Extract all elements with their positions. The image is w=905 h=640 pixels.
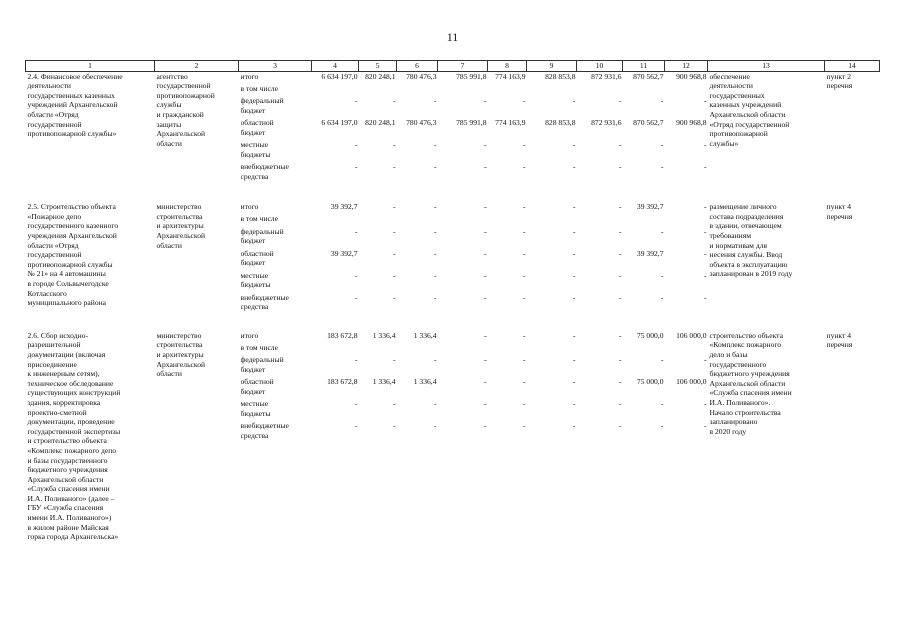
amount-value: - (433, 421, 437, 431)
amount-value: - (354, 162, 358, 172)
amount-value: - (433, 96, 437, 106)
amount-value: 872 931,6 (591, 118, 622, 128)
amount-value: - (572, 377, 576, 387)
amount-value: - (618, 355, 622, 365)
amount-value (440, 343, 487, 355)
row-spacer (26, 542, 880, 558)
column-number: 6 (397, 61, 438, 72)
funding-source-label: федеральный бюджет (240, 96, 284, 115)
funding-source-label: внебюджетные средства (240, 162, 289, 181)
amount-value (667, 214, 707, 226)
amount-column (312, 71, 359, 184)
funding-source-label: областной бюджет (240, 118, 274, 137)
amount-value: 39 392,7 (636, 202, 664, 212)
amount-value: 820 248,1 (365, 71, 396, 81)
amount-value: - (572, 226, 576, 236)
amount-value: - (522, 140, 526, 150)
amount-value: - (483, 202, 487, 212)
amount-column (397, 202, 438, 315)
amount-value: 6 634 197,0 (321, 118, 358, 128)
amount-value: 900 968,8 (676, 118, 707, 128)
funding-source-label: областной бюджет (240, 377, 274, 396)
amount-value: - (483, 377, 487, 387)
amount-value: - (522, 248, 526, 258)
funding-source-label: итого (240, 330, 259, 340)
amount-value: - (660, 162, 664, 172)
amount-value (490, 214, 526, 226)
amount-value: 870 562,7 (633, 71, 664, 81)
amount-value: - (354, 355, 358, 365)
funding-source-label: областной бюджет (240, 248, 274, 268)
amount-value (440, 84, 487, 96)
amount-value: 106 000,0 (676, 377, 707, 387)
list-reference: пункт 4 перечня (826, 330, 853, 350)
amount-value: - (483, 292, 487, 302)
amount-value: 785 991,8 (456, 118, 487, 128)
amount-value: 828 853,8 (545, 71, 576, 81)
amount-value (625, 84, 664, 96)
amount-value: - (618, 202, 622, 212)
table-row (26, 202, 880, 315)
amount-value (529, 343, 576, 355)
amount-value (625, 214, 664, 226)
amount-value: - (618, 399, 622, 409)
amount-value: - (703, 399, 707, 409)
table-row (26, 71, 880, 184)
row-spacer (26, 315, 880, 331)
funding-source-label: внебюджетные средства (240, 421, 289, 440)
amount-value: - (483, 140, 487, 150)
amount-value: 6 634 197,0 (321, 71, 358, 81)
amount-value: - (483, 96, 487, 106)
amount-value: - (392, 421, 396, 431)
amount-value: - (483, 355, 487, 365)
amount-value: - (483, 226, 487, 236)
column-number: 5 (359, 61, 397, 72)
measure-description: 2.5. Строительство объекта «Пожарное депо государственного казенного учреждения Архангельской области «Отряд государственной противопожарной службы № 21» на 4 автомашины в городе Сольвычегодске Котласского муниципального района (27, 202, 119, 308)
amount-value: - (572, 270, 576, 280)
amount-value: 1 336,4 (413, 377, 437, 387)
amount-value: - (392, 202, 396, 212)
amount-value: - (522, 377, 526, 387)
measure-description: 2.4. Финансовое обеспечение деятельности государственных казенных учреждений Архангельской области «Отряд государственной противопожарной службы» (27, 71, 123, 139)
amount-value (490, 343, 526, 355)
funding-source-label: местные бюджеты (240, 399, 271, 418)
amount-value: - (392, 292, 396, 302)
amount-value: 39 392,7 (330, 202, 358, 212)
amount-value: - (483, 421, 487, 431)
amount-value: - (392, 270, 396, 280)
amount-column (665, 331, 708, 542)
amount-value: 39 392,7 (636, 248, 664, 258)
amount-value: - (703, 96, 707, 106)
amount-value (579, 84, 622, 96)
amount-value: - (354, 270, 358, 280)
amount-value: - (354, 399, 358, 409)
list-reference: пункт 4 перечня (826, 202, 853, 221)
amount-value: - (703, 270, 707, 280)
amount-value: - (433, 162, 437, 172)
amount-value: 900 968,8 (676, 71, 707, 81)
amount-value (667, 84, 707, 96)
amount-value: - (354, 292, 358, 302)
amount-value: - (392, 248, 396, 258)
funding-source-column (239, 202, 312, 315)
amount-column (312, 331, 359, 542)
amount-value (399, 343, 437, 355)
amount-value: 183 672,8 (327, 377, 358, 387)
amount-value: 780 476,3 (406, 71, 437, 81)
column-number: 7 (438, 61, 488, 72)
amount-value: - (433, 355, 437, 365)
amount-value: - (392, 399, 396, 409)
amount-value: - (522, 202, 526, 212)
amount-column (488, 71, 527, 184)
amount-value (314, 214, 358, 226)
amount-value: - (703, 421, 707, 431)
column-number: 11 (623, 61, 665, 72)
amount-value (361, 84, 396, 96)
amount-value (490, 84, 526, 96)
amount-value (361, 343, 396, 355)
program-table (25, 60, 880, 558)
amount-value: - (618, 226, 622, 236)
amount-value: 183 672,8 (327, 330, 358, 340)
amount-value: 780 476,3 (406, 118, 437, 128)
amount-column (488, 331, 527, 542)
amount-column (312, 202, 359, 315)
amount-value (667, 343, 707, 355)
amount-column (359, 71, 397, 184)
funding-source-column (239, 331, 312, 542)
amount-value: - (433, 292, 437, 302)
amount-value: - (392, 96, 396, 106)
amount-value: - (433, 248, 437, 258)
amount-value: - (354, 226, 358, 236)
amount-value (440, 214, 487, 226)
amount-column (488, 202, 527, 315)
amount-column (577, 331, 623, 542)
amount-value: - (522, 292, 526, 302)
column-number: 2 (155, 61, 239, 72)
amount-value: - (354, 96, 358, 106)
amount-value: 774 163,9 (495, 71, 526, 81)
amount-value: - (433, 270, 437, 280)
amount-value: - (703, 202, 707, 212)
amount-column (577, 71, 623, 184)
amount-value: 1 336,4 (413, 330, 437, 340)
amount-value: - (618, 140, 622, 150)
column-number: 14 (825, 61, 880, 72)
amount-value: - (572, 355, 576, 365)
responsible-executor: министерство строительства и архитектуры Архангельской области (156, 202, 206, 250)
funding-source-column (239, 71, 312, 184)
measure-description: 2.6. Сбор исходно- разрешительной документации (включая присоединение к инженерным сетям), техническое обследование существующих конструкций здания, корректировка проектно-сметной документации, проведение государственной экспертизы и строительство объекта «Комплекс пожарного депо и базы государственного бюджетного учреждения Архангельской области «Служба спасения имени И.А. Поливаного» (далее – ГБУ «Служба спасения имени И.А. Поливаного») в жилом районе Майская горка города Архангельска» (27, 330, 121, 542)
amount-value: - (572, 162, 576, 172)
amount-value: - (572, 292, 576, 302)
amount-column (527, 331, 577, 542)
amount-column (438, 331, 488, 542)
responsible-executor: министерство строительства и архитектуры Архангельской области (156, 330, 206, 379)
amount-value (314, 84, 358, 96)
page-number: 11 (446, 30, 459, 44)
amount-value: - (660, 140, 664, 150)
expected-result: строительство объекта «Комплекс пожарного дело и базы государственного бюджетного учреждения Архангельской области «Служба спасения имени И.А. Поливаного». Начало строительства запланировано в 2020 году (709, 330, 792, 436)
amount-column (359, 331, 397, 542)
amount-value: - (354, 421, 358, 431)
amount-value: - (618, 270, 622, 280)
amount-column (359, 202, 397, 315)
amount-value: - (522, 355, 526, 365)
amount-value: - (618, 292, 622, 302)
amount-value: - (522, 226, 526, 236)
amount-value: 1 336,4 (372, 330, 396, 340)
amount-value: - (433, 399, 437, 409)
amount-value: - (703, 226, 707, 236)
amount-column (438, 71, 488, 184)
funding-source-label: внебюджетные средства (240, 292, 289, 312)
amount-column (527, 71, 577, 184)
amount-value: 106 000,0 (676, 330, 707, 340)
funding-source-label: итого (240, 202, 259, 212)
amount-column (623, 331, 665, 542)
column-number: 8 (488, 61, 527, 72)
amount-value: 75 000,0 (636, 377, 664, 387)
funding-source-label: федеральный бюджет (240, 355, 284, 374)
amount-column (623, 71, 665, 184)
amount-value: - (660, 270, 664, 280)
column-number-row (26, 61, 880, 72)
amount-value (529, 84, 576, 96)
amount-value: - (483, 162, 487, 172)
amount-value: 828 853,8 (545, 118, 576, 128)
column-number: 12 (665, 61, 708, 72)
amount-value: - (354, 140, 358, 150)
amount-value: - (572, 248, 576, 258)
amount-value (314, 343, 358, 355)
amount-column (577, 202, 623, 315)
column-number: 9 (527, 61, 577, 72)
expected-result: обеспечение деятельности государственных казенных учреждений Архангельской области «Отряд государственной противопожарной службы» (709, 71, 790, 148)
amount-value: - (392, 226, 396, 236)
amount-value: - (522, 330, 526, 340)
responsible-executor: агентство государственной противопожарной службы и гражданской защиты Архангельской области (156, 71, 215, 148)
amount-value: - (572, 399, 576, 409)
amount-value: - (572, 330, 576, 340)
amount-value: 1 336,4 (372, 377, 396, 387)
amount-value: 774 163,9 (495, 118, 526, 128)
amount-value: - (703, 162, 707, 172)
table-body (26, 71, 880, 558)
amount-value (399, 214, 437, 226)
amount-value: - (392, 355, 396, 365)
amount-value: 39 392,7 (330, 248, 358, 258)
expected-result: размещение личного состава подразделения в здании, отвечающем требованиям и нормативам для несения службы. Ввод объекта в эксплуатацию запланирован в 2019 году (709, 202, 793, 279)
amount-value (529, 214, 576, 226)
amount-column (397, 71, 438, 184)
funding-source-label: местные бюджеты (240, 140, 271, 159)
amount-value: - (618, 377, 622, 387)
amount-value: - (660, 96, 664, 106)
list-reference: пункт 2 перечня (826, 71, 853, 91)
amount-value: 75 000,0 (636, 330, 664, 340)
funding-source-label: федеральный бюджет (240, 226, 284, 246)
amount-value: - (483, 248, 487, 258)
amount-value: - (660, 421, 664, 431)
row-spacer (26, 184, 880, 202)
amount-value (399, 84, 437, 96)
amount-value: - (433, 202, 437, 212)
amount-value: - (522, 399, 526, 409)
amount-column (665, 202, 708, 315)
amount-value: - (392, 162, 396, 172)
amount-column (623, 202, 665, 315)
amount-value (579, 214, 622, 226)
amount-column (527, 202, 577, 315)
amount-value: - (572, 140, 576, 150)
amount-value: - (618, 248, 622, 258)
funding-source-label: в том числе (240, 83, 278, 93)
amount-value: - (618, 162, 622, 172)
funding-source-label: итого (240, 71, 259, 81)
amount-value: - (572, 96, 576, 106)
amount-value: - (572, 202, 576, 212)
amount-value (361, 214, 396, 226)
amount-value (625, 343, 664, 355)
column-number: 4 (312, 61, 359, 72)
amount-value: - (522, 421, 526, 431)
funding-source-label: местные бюджеты (240, 270, 271, 290)
amount-column (397, 331, 438, 542)
column-number: 10 (577, 61, 623, 72)
amount-value: 870 562,7 (633, 118, 664, 128)
funding-source-label: в том числе (240, 214, 278, 224)
amount-value: - (703, 248, 707, 258)
amount-value: - (660, 226, 664, 236)
amount-column (665, 71, 708, 184)
amount-value: 820 248,1 (365, 118, 396, 128)
amount-value: - (483, 330, 487, 340)
amount-value (579, 343, 622, 355)
amount-value: 872 931,6 (591, 71, 622, 81)
amount-value: - (660, 355, 664, 365)
amount-value: - (703, 355, 707, 365)
funding-source-label: в том числе (240, 343, 278, 353)
amount-value: - (522, 96, 526, 106)
amount-value: - (522, 162, 526, 172)
amount-value: - (522, 270, 526, 280)
amount-value: 785 991,8 (456, 71, 487, 81)
table-row (26, 331, 880, 542)
amount-value: - (483, 270, 487, 280)
amount-column (438, 202, 488, 315)
amount-value: - (433, 226, 437, 236)
amount-value: - (618, 421, 622, 431)
column-number: 13 (708, 61, 825, 72)
amount-value: - (433, 140, 437, 150)
amount-value: - (660, 292, 664, 302)
column-number: 3 (239, 61, 312, 72)
amount-value: - (703, 140, 707, 150)
amount-value: - (660, 399, 664, 409)
amount-value: - (572, 421, 576, 431)
column-number: 1 (26, 61, 155, 72)
amount-value: - (618, 330, 622, 340)
amount-value: - (483, 399, 487, 409)
amount-value: - (392, 140, 396, 150)
amount-value: - (703, 292, 707, 302)
amount-value: - (618, 96, 622, 106)
